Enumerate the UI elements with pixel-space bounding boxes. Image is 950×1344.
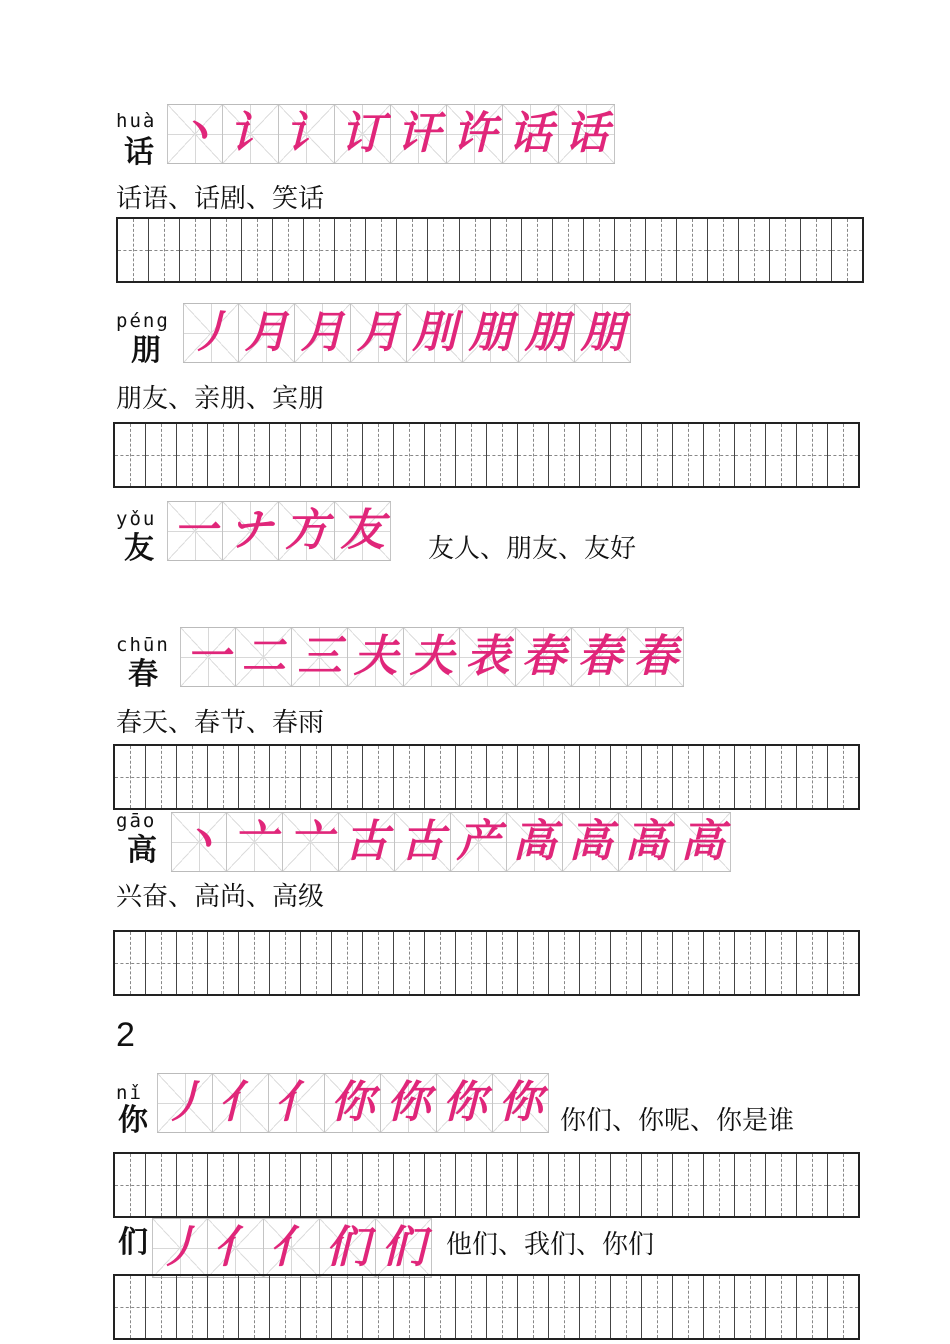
grid-cell <box>211 219 242 281</box>
grid-cell <box>363 932 394 994</box>
stroke-glyph: 高 <box>624 816 669 867</box>
grid-cell <box>518 1276 549 1338</box>
grid-cell <box>797 746 828 808</box>
grid-cell <box>115 746 146 808</box>
grid-cell <box>301 746 332 808</box>
grid-cell <box>394 1154 425 1216</box>
grid-cell <box>146 424 177 486</box>
grid-cell <box>646 219 677 281</box>
stroke-glyph: 你 <box>442 1077 487 1128</box>
stroke-cell <box>183 304 239 362</box>
grid-cell <box>766 932 797 994</box>
grid-cell <box>518 424 549 486</box>
words-you: 友人、朋友、友好 <box>428 534 637 564</box>
stroke-cell <box>460 628 516 686</box>
stroke-glyph: 高 <box>568 816 613 867</box>
stroke-glyph: 春 <box>633 631 678 682</box>
grid-cell <box>832 219 862 281</box>
stroke-cell <box>463 304 519 362</box>
grid-cell <box>704 932 735 994</box>
stroke-cell <box>339 813 395 871</box>
stroke-cell <box>395 813 451 871</box>
stroke-cell <box>376 1219 432 1277</box>
grid-cell <box>456 932 487 994</box>
stroke-cell <box>269 1074 325 1132</box>
stroke-glyph: 朋 <box>524 307 569 358</box>
grid-cell <box>270 1154 301 1216</box>
stroke-cell <box>157 1074 213 1132</box>
words-hua: 话语、话剧、笑话 <box>116 184 325 214</box>
stroke-order-you <box>167 501 391 561</box>
grid-cell <box>270 424 301 486</box>
stroke-glyph: 刖 <box>412 307 457 358</box>
stroke-order-hua <box>167 104 615 164</box>
hanzi-peng: 朋 <box>131 333 161 368</box>
stroke-cell <box>213 1074 269 1132</box>
stroke-glyph: 亻 <box>218 1077 263 1128</box>
grid-cell <box>704 746 735 808</box>
grid-cell <box>115 424 146 486</box>
pinyin-chun: chūn <box>116 634 170 656</box>
stroke-glyph: 丶 <box>173 108 217 159</box>
stroke-glyph: 丿 <box>163 1077 207 1128</box>
hanzi-ni: 你 <box>118 1103 148 1138</box>
grid-cell <box>735 932 766 994</box>
stroke-cell <box>437 1074 493 1132</box>
stroke-order-ni <box>157 1073 549 1133</box>
grid-cell <box>584 219 615 281</box>
stroke-glyph: 产 <box>456 816 501 867</box>
grid-cell <box>363 424 394 486</box>
grid-cell <box>304 219 335 281</box>
stroke-glyph: 夫 <box>409 631 454 682</box>
stroke-glyph: 话 <box>508 108 553 159</box>
grid-cell <box>301 932 332 994</box>
stroke-glyph: 二 <box>241 631 286 682</box>
grid-cell <box>580 424 611 486</box>
grid-cell <box>491 219 522 281</box>
grid-cell <box>301 1154 332 1216</box>
grid-cell <box>425 1154 456 1216</box>
practice-grid <box>113 1152 860 1218</box>
grid-cell <box>708 219 739 281</box>
hanzi-hua: 话 <box>124 135 154 170</box>
stroke-cell <box>351 304 407 362</box>
grid-cell <box>797 1276 828 1338</box>
grid-cell <box>270 932 301 994</box>
grid-cell <box>177 1276 208 1338</box>
practice-grid <box>113 930 860 996</box>
grid-cell <box>766 746 797 808</box>
stroke-glyph: 三 <box>297 631 342 682</box>
stroke-glyph: 月 <box>356 307 401 358</box>
grid-cell <box>208 1276 239 1338</box>
stroke-glyph: 话 <box>564 108 609 159</box>
stroke-glyph: 月 <box>244 307 289 358</box>
grid-cell <box>115 1276 146 1338</box>
grid-cell <box>642 1154 673 1216</box>
grid-cell <box>394 746 425 808</box>
grid-cell <box>332 932 363 994</box>
grid-cell <box>615 219 646 281</box>
stroke-glyph: ナ <box>228 505 273 556</box>
stroke-glyph: 讠 <box>284 108 329 159</box>
stroke-glyph: 夫 <box>353 631 398 682</box>
grid-cell <box>146 1154 177 1216</box>
stroke-cell <box>223 502 279 560</box>
grid-cell <box>208 1154 239 1216</box>
stroke-glyph: 丿 <box>158 1222 202 1273</box>
stroke-glyph: 们 <box>325 1222 370 1273</box>
grid-cell <box>146 1276 177 1338</box>
stroke-cell <box>407 304 463 362</box>
grid-cell <box>363 1154 394 1216</box>
stroke-cell <box>503 105 559 163</box>
stroke-order-men <box>152 1218 432 1278</box>
grid-cell <box>735 746 766 808</box>
grid-cell <box>611 746 642 808</box>
grid-cell <box>549 1154 580 1216</box>
grid-cell <box>239 932 270 994</box>
grid-cell <box>146 932 177 994</box>
stroke-glyph: 友 <box>340 505 385 556</box>
stroke-cell <box>675 813 731 871</box>
grid-cell <box>673 1276 704 1338</box>
stroke-cell <box>335 105 391 163</box>
grid-cell <box>677 219 708 281</box>
words-gao: 兴奋、高尚、高级 <box>116 882 325 912</box>
stroke-glyph: 高 <box>680 816 725 867</box>
grid-cell <box>177 932 208 994</box>
stroke-glyph: 一 <box>186 631 230 682</box>
stroke-cell <box>239 304 295 362</box>
grid-cell <box>208 746 239 808</box>
stroke-glyph: 讠 <box>228 108 273 159</box>
grid-cell <box>487 746 518 808</box>
grid-cell <box>363 1276 394 1338</box>
words-men: 他们、我们、你们 <box>446 1230 655 1260</box>
words-peng: 朋友、亲朋、宾朋 <box>116 384 325 414</box>
grid-cell <box>642 932 673 994</box>
grid-cell <box>828 1276 858 1338</box>
stroke-cell <box>572 628 628 686</box>
stroke-glyph: 亻 <box>269 1222 314 1273</box>
grid-cell <box>735 424 766 486</box>
grid-cell <box>273 219 304 281</box>
pinyin-hua: huà <box>116 110 157 132</box>
stroke-glyph: 春 <box>577 631 622 682</box>
grid-cell <box>460 219 491 281</box>
stroke-glyph: 一 <box>173 505 217 556</box>
stroke-cell <box>227 813 283 871</box>
grid-cell <box>456 1154 487 1216</box>
grid-cell <box>522 219 553 281</box>
stroke-cell <box>519 304 575 362</box>
grid-cell <box>704 1276 735 1338</box>
practice-grid <box>113 744 860 810</box>
grid-cell <box>642 424 673 486</box>
stroke-glyph: 丿 <box>189 307 233 358</box>
stroke-cell <box>575 304 631 362</box>
stroke-glyph: 高 <box>512 816 557 867</box>
grid-cell <box>366 219 397 281</box>
stroke-glyph: 许 <box>452 108 497 159</box>
stroke-glyph: 古 <box>400 816 445 867</box>
hanzi-you: 友 <box>124 531 154 566</box>
grid-cell <box>208 932 239 994</box>
stroke-cell <box>167 105 223 163</box>
grid-cell <box>239 1276 270 1338</box>
grid-cell <box>518 1154 549 1216</box>
stroke-cell <box>507 813 563 871</box>
words-chun: 春天、春节、春雨 <box>116 708 325 738</box>
stroke-order-peng <box>183 303 631 363</box>
grid-cell <box>425 424 456 486</box>
stroke-glyph: 古 <box>344 816 389 867</box>
stroke-cell <box>292 628 348 686</box>
stroke-glyph: 亻 <box>213 1222 258 1273</box>
grid-cell <box>208 424 239 486</box>
stroke-glyph: 你 <box>498 1077 543 1128</box>
grid-cell <box>770 219 801 281</box>
grid-cell <box>735 1276 766 1338</box>
grid-cell <box>611 1154 642 1216</box>
grid-cell <box>797 1154 828 1216</box>
page-number: 2 <box>116 1016 135 1054</box>
grid-cell <box>177 1154 208 1216</box>
grid-cell <box>673 1154 704 1216</box>
grid-cell <box>487 424 518 486</box>
grid-cell <box>766 1154 797 1216</box>
stroke-cell <box>447 105 503 163</box>
grid-cell <box>301 1276 332 1338</box>
grid-cell <box>828 746 858 808</box>
stroke-cell <box>320 1219 376 1277</box>
stroke-glyph: 朋 <box>468 307 513 358</box>
grid-cell <box>146 746 177 808</box>
grid-cell <box>580 1276 611 1338</box>
grid-cell <box>149 219 180 281</box>
grid-cell <box>549 424 580 486</box>
stroke-cell <box>628 628 684 686</box>
words-ni: 你们、你呢、你是谁 <box>560 1106 795 1136</box>
grid-cell <box>797 424 828 486</box>
grid-cell <box>580 1154 611 1216</box>
grid-cell <box>425 932 456 994</box>
grid-cell <box>673 932 704 994</box>
stroke-cell <box>180 628 236 686</box>
grid-cell <box>766 1276 797 1338</box>
pinyin-peng: péng <box>116 310 170 332</box>
stroke-cell <box>279 502 335 560</box>
grid-cell <box>487 932 518 994</box>
stroke-glyph: 你 <box>330 1077 375 1128</box>
stroke-glyph: 订 <box>340 108 385 159</box>
grid-cell <box>239 746 270 808</box>
grid-cell <box>828 1154 858 1216</box>
grid-cell <box>642 746 673 808</box>
grid-cell <box>332 746 363 808</box>
grid-cell <box>704 1154 735 1216</box>
practice-grid <box>113 1274 860 1340</box>
grid-cell <box>425 1276 456 1338</box>
stroke-glyph: 讦 <box>396 108 441 159</box>
grid-cell <box>239 424 270 486</box>
stroke-cell <box>264 1219 320 1277</box>
stroke-cell <box>493 1074 549 1132</box>
stroke-cell <box>404 628 460 686</box>
grid-cell <box>518 746 549 808</box>
stroke-cell <box>236 628 292 686</box>
grid-cell <box>456 746 487 808</box>
grid-cell <box>611 424 642 486</box>
grid-cell <box>549 932 580 994</box>
pinyin-gao: gāo <box>116 810 157 832</box>
stroke-cell <box>325 1074 381 1132</box>
grid-cell <box>580 746 611 808</box>
grid-cell <box>673 424 704 486</box>
stroke-cell <box>283 813 339 871</box>
grid-cell <box>801 219 832 281</box>
grid-cell <box>332 1276 363 1338</box>
stroke-cell <box>167 502 223 560</box>
grid-cell <box>518 932 549 994</box>
grid-cell <box>394 932 425 994</box>
grid-cell <box>242 219 273 281</box>
grid-cell <box>553 219 584 281</box>
grid-cell <box>177 424 208 486</box>
stroke-glyph: 亻 <box>274 1077 319 1128</box>
stroke-glyph: 你 <box>386 1077 431 1128</box>
stroke-cell <box>208 1219 264 1277</box>
grid-cell <box>118 219 149 281</box>
grid-cell <box>487 1154 518 1216</box>
stroke-cell <box>619 813 675 871</box>
grid-cell <box>456 1276 487 1338</box>
hanzi-men: 们 <box>118 1225 148 1260</box>
grid-cell <box>611 932 642 994</box>
grid-cell <box>239 1154 270 1216</box>
pinyin-you: yǒu <box>116 508 157 530</box>
grid-cell <box>642 1276 673 1338</box>
pinyin-ni: nǐ <box>116 1082 143 1104</box>
stroke-cell <box>348 628 404 686</box>
stroke-glyph: 丶 <box>177 816 221 867</box>
grid-cell <box>487 1276 518 1338</box>
grid-cell <box>673 746 704 808</box>
stroke-glyph: 表 <box>465 631 510 682</box>
grid-cell <box>180 219 211 281</box>
grid-cell <box>335 219 366 281</box>
grid-cell <box>456 424 487 486</box>
grid-cell <box>828 424 858 486</box>
grid-cell <box>394 1276 425 1338</box>
grid-cell <box>394 424 425 486</box>
stroke-cell <box>563 813 619 871</box>
grid-cell <box>332 424 363 486</box>
practice-grid <box>116 217 864 283</box>
grid-cell <box>177 746 208 808</box>
stroke-order-chun <box>180 627 684 687</box>
stroke-cell <box>559 105 615 163</box>
stroke-glyph: 春 <box>521 631 566 682</box>
stroke-cell <box>335 502 391 560</box>
grid-cell <box>766 424 797 486</box>
stroke-cell <box>279 105 335 163</box>
hanzi-gao: 高 <box>127 833 157 868</box>
grid-cell <box>828 932 858 994</box>
stroke-glyph: 朋 <box>580 307 625 358</box>
grid-cell <box>549 1276 580 1338</box>
stroke-glyph: 方 <box>284 505 329 556</box>
grid-cell <box>549 746 580 808</box>
grid-cell <box>704 424 735 486</box>
grid-cell <box>397 219 428 281</box>
grid-cell <box>611 1276 642 1338</box>
grid-cell <box>735 1154 766 1216</box>
stroke-glyph: 亠 <box>288 816 333 867</box>
stroke-glyph: 亠 <box>232 816 277 867</box>
grid-cell <box>115 932 146 994</box>
grid-cell <box>739 219 770 281</box>
stroke-order-gao <box>171 812 731 872</box>
stroke-cell <box>381 1074 437 1132</box>
grid-cell <box>425 746 456 808</box>
stroke-cell <box>223 105 279 163</box>
stroke-cell <box>391 105 447 163</box>
stroke-glyph: 们 <box>381 1222 426 1273</box>
grid-cell <box>332 1154 363 1216</box>
stroke-cell <box>152 1219 208 1277</box>
stroke-glyph: 月 <box>300 307 345 358</box>
practice-grid <box>113 422 860 488</box>
grid-cell <box>428 219 459 281</box>
stroke-cell <box>451 813 507 871</box>
grid-cell <box>580 932 611 994</box>
grid-cell <box>115 1154 146 1216</box>
grid-cell <box>797 932 828 994</box>
grid-cell <box>363 746 394 808</box>
grid-cell <box>270 746 301 808</box>
stroke-cell <box>295 304 351 362</box>
stroke-cell <box>516 628 572 686</box>
hanzi-chun: 春 <box>128 657 158 692</box>
grid-cell <box>270 1276 301 1338</box>
grid-cell <box>301 424 332 486</box>
stroke-cell <box>171 813 227 871</box>
